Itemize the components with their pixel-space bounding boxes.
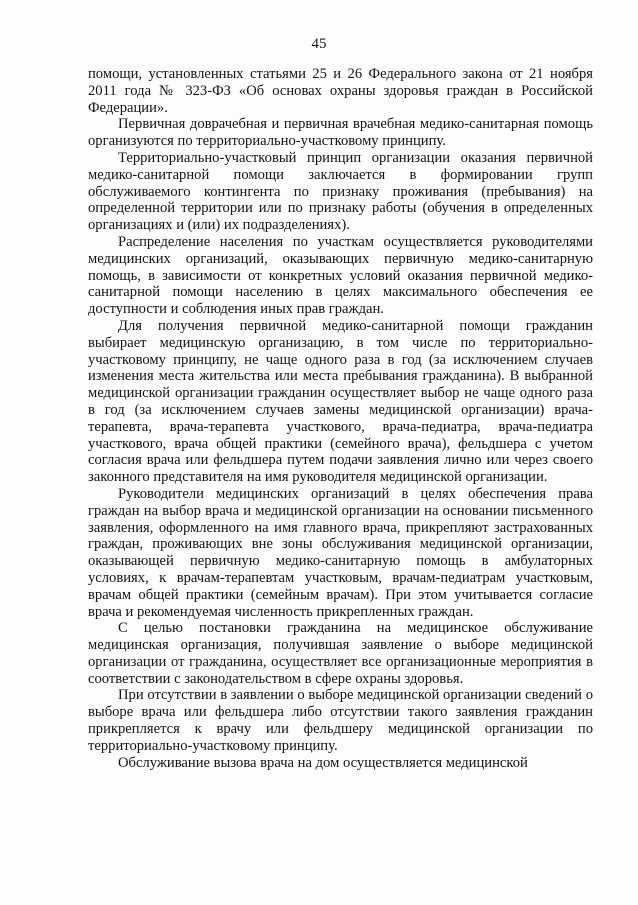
paragraph-6: Руководители медицинских организаций в целях обеспечения права граждан на выбор врача и медицинской организации на основании письменного заявления, оформленного на имя главного врача, прикрепляют застрахованных граждан, проживающих вне зоны обслуживания медицинской организации, оказывающей первичную медико-санитарную помощь в амбулаторных условиях, к врачам-терапевтам участковым, врачам-педиатрам участковым, врачам общей практики (семейным врачам). При этом учитывается согласие врача и рекомендуемая численность прикрепленных граждан. [88,485,593,620]
paragraph-4: Распределение населения по участкам осуществляется руководителями медицинских организаций, оказывающих первичную медико-санитарную помощь, в зависимости от конкретных условий оказания первичной медико-санитарной помощи населению в целях максимального обеспечения ее доступности и соблюдения иных прав граждан. [88,233,593,318]
paragraph-3: Территориально-участковый принцип организации оказания первичной медико-санитарной помощи заключается в формировании групп обслуживаемого контингента по признаку проживания (пребывания) на определенной территории или по признаку работы (обучения в определенных организациях и (или) их подразделениях). [88,149,593,234]
paragraph-2: Первичная доврачебная и первичная врачебная медико-санитарная помощь организуются по территориально-участковому принципу. [88,116,593,150]
paragraph-1: помощи, установленных статьями 25 и 26 Федерального закона от 21 ноября 2011 года № 323-ФЗ «Об основах охраны здоровья граждан в Российской Федерации». [88,66,593,116]
page-number: 45 [311,36,327,52]
paragraph-5: Для получения первичной медико-санитарной помощи гражданин выбирает медицинскую организацию, в том числе по территориально-участковому принципу, не чаще одного раза в год (за исключением случаев изменения места жительства или места пребывания гражданина). В выбранной медицинской организации гражданин осуществляет выбор не чаще одного раза в год (за исключением случаев замены медицинской организации) врача-терапевта, врача-терапевта участкового, врача-педиатра, врача-педиатра участкового, врача общей практики (семейного врача), фельдшера с учетом согласия врача или фельдшера путем подачи заявления лично или через своего законного представителя на имя руководителя медицинской организации. [88,317,593,486]
paragraph-9: Обслуживание вызова врача на дом осуществляется медицинской [118,754,528,771]
paragraph-8: При отсутствии в заявлении о выборе медицинской организации сведений о выборе врача или фельдшера либо отсутствии такого заявления гражданин прикрепляется к врачу или фельдшеру медицинской организации по территориально-участковому принципу. [88,687,593,754]
paragraph-7: С целью постановки гражданина на медицинское обслуживание медицинская организация, получившая заявление о выборе медицинской организации от гражданина, осуществляет все организационные мероприятия в соответствии с законодательством в сфере охраны здоровья. [88,620,593,687]
document-body [88,66,593,771]
